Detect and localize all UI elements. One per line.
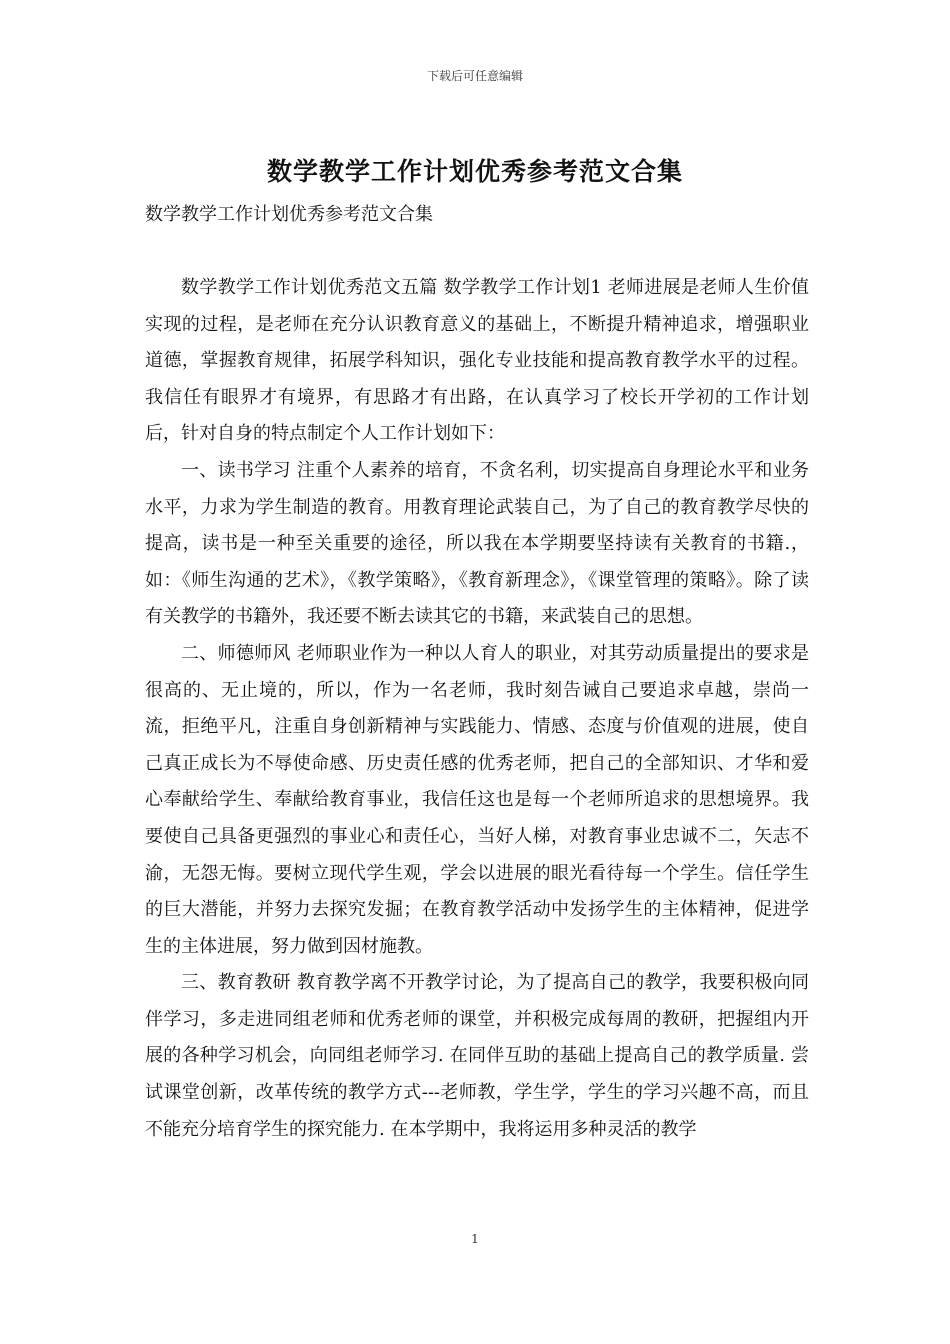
document-body xyxy=(145,270,809,1148)
page-header: 下载后可任意编辑 xyxy=(426,69,523,83)
page-number: 1 xyxy=(471,1232,479,1246)
document-title: 数学教学工作计划优秀参考范文合集 xyxy=(266,157,683,186)
paragraph-ethics: 二、师德师风 老师职业作为一种以人育人的职业，对其劳动质量提出的要求是很高的、无止境的，所以，作为一名老师，我时刻告诫自己要追求卓越，崇尚一流，拒绝平凡，注重自身创新精神与实践能力、情感、态度与价值观的进展，使自己真正成长为不辱使命感、历史责任感的优秀老师，把自己的全部知识、才华和爱心奉献给学生、奉献给教育事业，我信任这也是每一个老师所追求的思想境界。我要使自己具备更强烈的事业心和责任心，当好人梯，对教育事业忠诚不二，矢志不渝，无怨无悔。要树立现代学生观，学会以进展的眼光看待每一个学生。信任学生的巨大潜能，并努力去探究发掘；在教育教学活动中发扬学生的主体精神，促进学生的主体进展，努力做到因材施教。 xyxy=(145,642,809,957)
paragraph-research: 三、教育教研 教育教学离不开教学讨论，为了提高自己的教学，我要积极向同伴学习，多走进同组老师和优秀老师的课堂，并积极完成每周的教研，把握组内开展的各种学习机会，向同组老师学习. 在同伴互助的基础上提高自己的教学质量. 尝试课堂创新，改革传统的教学方式---老师教，学生学，学生的学习兴趣不高，而且不能充分培育学生的探究能力. 在本学期中，我将运用多种灵活的教学 xyxy=(145,972,809,1140)
paragraph-intro: 数学教学工作计划优秀范文五篇 数学教学工作计划1 老师进展是老师人生价值实现的过程，是老师在充分认识教育意义的基础上，不断提升精神追求，增强职业道德，掌握教育规律，拓展学科知识，强化专业技能和提高教育教学水平的过程。我信任有眼界才有境界，有思路才有出路，在认真学习了校长开学初的工作计划后，针对自身的特点制定个人工作计划如下： xyxy=(145,277,809,445)
paragraph-reading: 一、读书学习 注重个人素养的培育，不贪名利，切实提高自身理论水平和业务水平，力求为学生制造的教育。用教育理论武装自己，为了自己的教育教学尽快的提高，读书是一种至关重要的途径，所以我在本学期要坚持读有关教育的书籍.，如：《师生沟通的艺术》，《教学策略》，《教育新理念》，《课堂管理的策略》。除了读有关教学的书籍外，我还要不断去读其它的书籍，来武装自己的思想。 xyxy=(145,459,809,628)
document-subtitle: 数学教学工作计划优秀参考范文合集 xyxy=(145,204,433,225)
